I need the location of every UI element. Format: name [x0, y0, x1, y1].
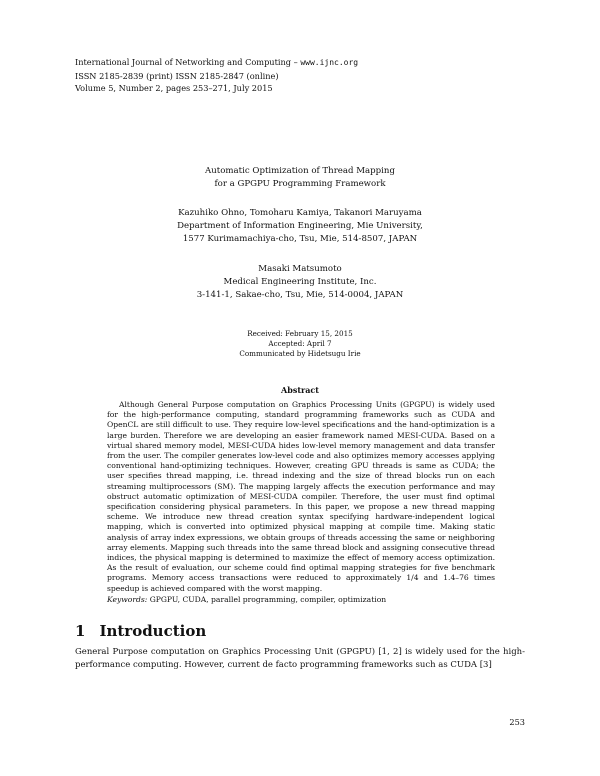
- author-names: Kazuhiko Ohno, Tomoharu Kamiya, Takanori Maruyama: [178, 208, 422, 218]
- author-block-1: [0, 207, 600, 246]
- received-date: Received: February 15, 2015: [247, 329, 353, 338]
- abstract-heading: Abstract: [281, 385, 319, 395]
- section-title: Introduction: [99, 622, 207, 640]
- journal-header: [75, 56, 358, 95]
- author-names: Masaki Matsumoto: [258, 264, 342, 274]
- section-number: 1: [75, 622, 86, 640]
- abstract-body: [107, 400, 495, 594]
- author-block-2: [0, 263, 600, 302]
- section-heading: [75, 622, 206, 640]
- page-number: 253: [509, 717, 525, 727]
- intro-paragraph: General Purpose computation on Graphics Processing Unit (GPGPU) [1, 2] is widely used for the high-performance computing. However, current de facto programming frameworks such as CUDA [3]: [75, 647, 525, 670]
- title-line-2: for a GPGPU Programming Framework: [214, 179, 386, 189]
- issn-line: ISSN 2185-2839 (print) ISSN 2185-2847 (online): [75, 70, 279, 81]
- author-affiliation: Department of Information Engineering, Mie University,: [177, 221, 423, 231]
- author-address: 3-141-1, Sakae-cho, Tsu, Mie, 514-0004, JAPAN: [196, 290, 404, 300]
- keywords-label: Keywords:: [107, 595, 148, 604]
- author-address: 1577 Kurimamachiya-cho, Tsu, Mie, 514-8507, JAPAN: [182, 234, 418, 244]
- abstract-text: Although General Purpose computation on Graphics Processing Units (GPGPU) is widely used for the high-performance computing, standard programming frameworks such as CUDA and OpenCL are still difficult to use. They require low-level specifications and the hand-optimization is a large burden. Therefore we are developing an easier framework named MESI-CUDA. Based on a virtual shared memory model, MESI-CUDA hides low-level memory management and data transfer from the user. The compiler generates low-level code and also optimizes memory accesses applying conventional hand-optimizing techniques. However, creating GPU threads is same as CUDA; the user specifies thread mapping, i.e. thread indexing and the size of thread blocks run on each streaming multiprocessors (SM). The mapping largely affects the execution performance and may obstruct automatic optimization of MESI-CUDA compiler. Therefore, the user must find optimal specification considering physical parameters. In this paper, we propose a new thread mapping scheme. We introduce new thread creation syntax specifying hardware-independent logical mapping, which is converted into optimized physical mapping at compile time. Making static analysis of array index expressions, we obtain groups of threads accessing the same or neighboring array elements. Mapping such threads into the same thread block and assigning consecutive thread indices, the physical mapping is determined to maximize the effect of memory access optimization. As the result of evaluation, our scheme could find optimal mapping strategies for five benchmark programs. Memory access transactions were reduced to approximately 1/4 and 1.4–76 times speedup is achieved compared with the worst mapping.: [107, 400, 495, 593]
- journal-line: [75, 56, 358, 70]
- paper-title: [0, 165, 600, 191]
- journal-url[interactable]: www.ijnc.org: [300, 58, 359, 67]
- title-line-1: Automatic Optimization of Thread Mapping: [205, 166, 395, 176]
- volume-line: Volume 5, Number 2, pages 253–271, July 2015: [75, 83, 273, 93]
- communicated-by: Communicated by Hidetsugu Irie: [239, 349, 361, 358]
- publication-dates: [0, 329, 600, 359]
- author-affiliation: Medical Engineering Institute, Inc.: [223, 277, 377, 287]
- accepted-date: Accepted: April 7: [268, 339, 332, 348]
- keywords: [107, 595, 386, 604]
- keywords-text: GPGPU, CUDA, parallel programming, compiler, optimization: [147, 595, 387, 604]
- journal-name: International Journal of Networking and Computing –: [75, 57, 301, 67]
- intro-body: [75, 646, 525, 672]
